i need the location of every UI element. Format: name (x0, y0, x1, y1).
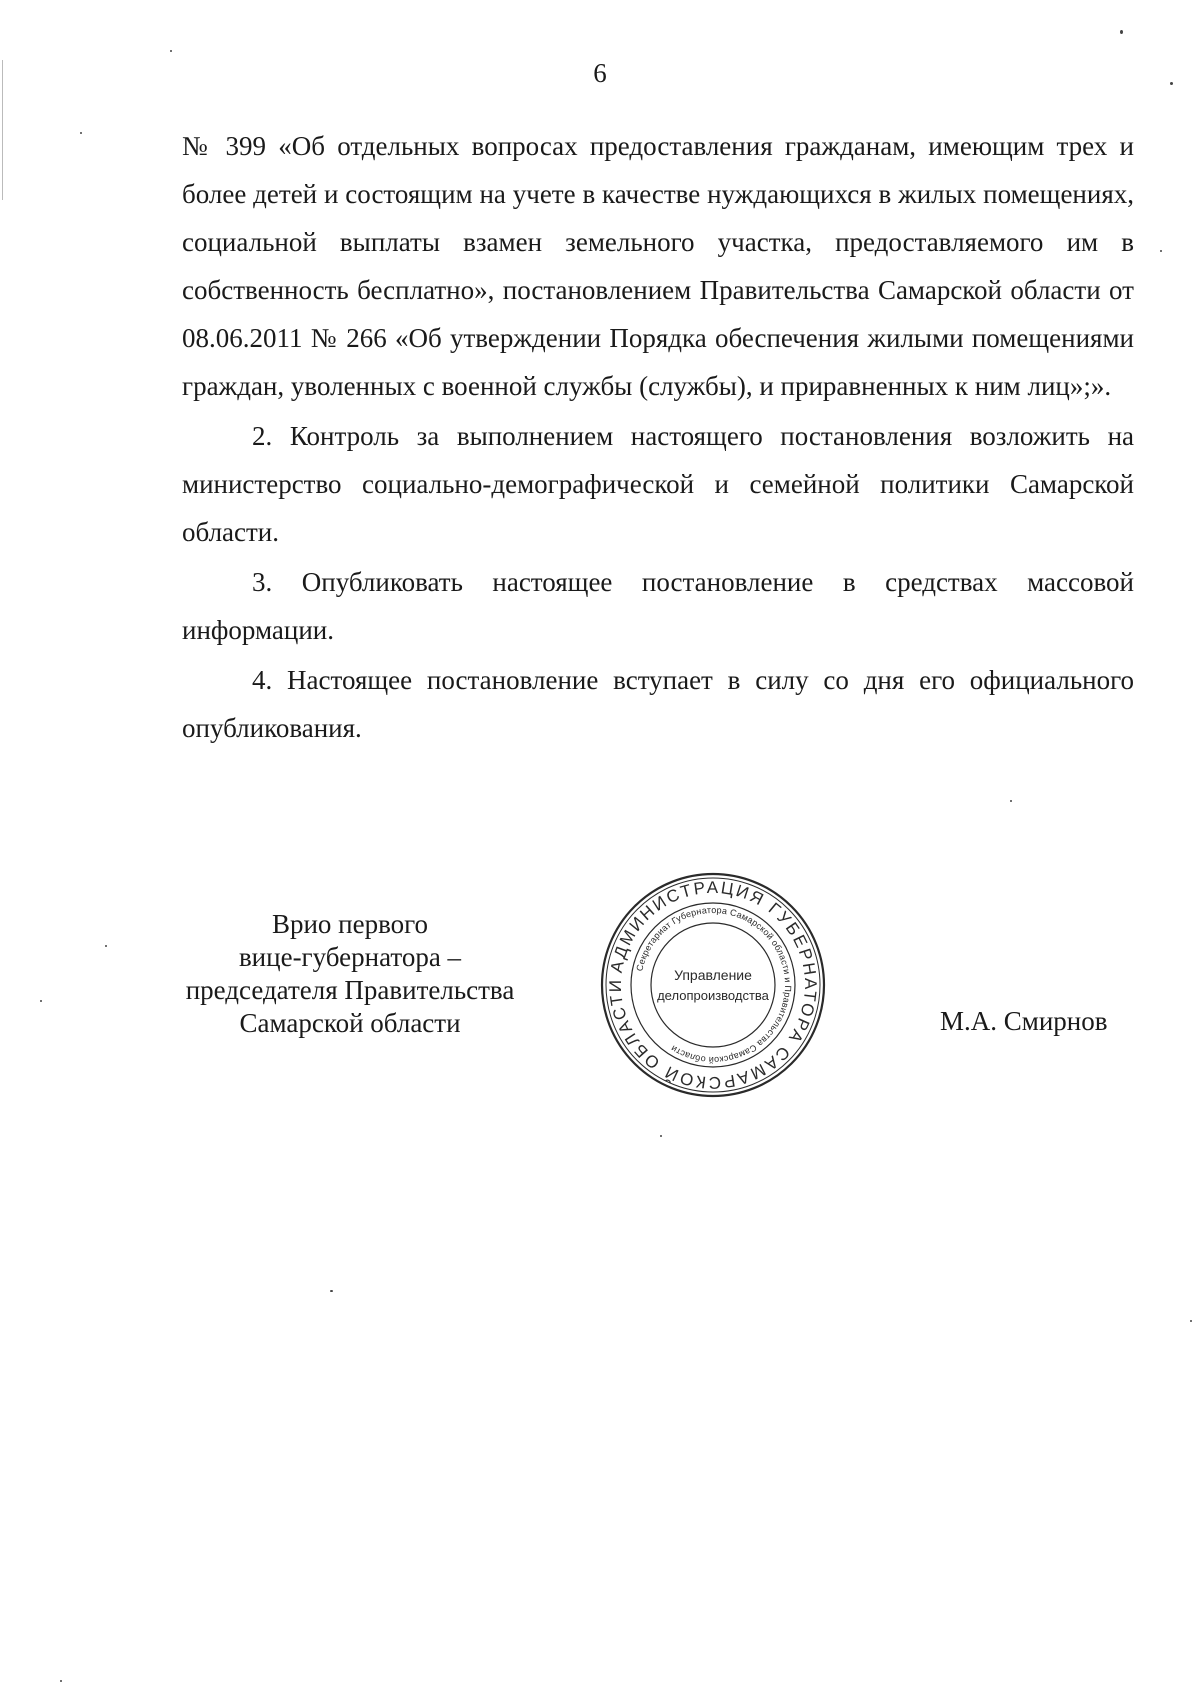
scan-speck (1190, 1320, 1192, 1322)
stamp-center-line-2: делопроизводства (657, 988, 769, 1003)
scan-speck (170, 50, 172, 52)
scan-speck (80, 132, 82, 134)
scan-speck (40, 1000, 42, 1002)
scan-speck (1160, 250, 1162, 252)
document-body (182, 122, 1134, 752)
scan-speck (1170, 82, 1173, 85)
scan-speck (105, 945, 107, 947)
signatory-title (170, 908, 530, 1040)
svg-text:Секретариат Губернатора Самарс (634, 905, 793, 1065)
stamp-center-line-1: Управление (674, 967, 752, 983)
paragraph-publish: 3. Опубликовать настоящее постановление в средствах массовой информации. (182, 567, 1134, 645)
scan-speck (1120, 30, 1123, 34)
paragraph-continuation: № 399 «Об отдельных вопросах предоставления гражданам, имеющим трех и более детей и состоящим на учете в качестве нуждающихся в жилых помещениях, социальной выплаты взамен земельного участка, предоставляемого им в собственность бесплатно», постановлением Правительства Самарской области от 08.06.2011 № 266 «Об утверждении Порядка обеспечения жилыми помещениями граждан, уволенных с военной службы (службы), и приравненных к ним лиц»;». (182, 131, 1134, 401)
signatory-title-line: Самарской области (239, 1008, 461, 1038)
stamp-inner-text: Секретариат Губернатора Самарской области и Правительства Самарской области (634, 904, 794, 1066)
scan-speck (330, 1290, 333, 1292)
paragraph-effective-date: 4. Настоящее постановление вступает в силу со дня его официального опубликования. (182, 665, 1134, 743)
paragraph-control: 2. Контроль за выполнением настоящего постановления возложить на министерство социально-демографической и семейной политики Самарской области. (182, 421, 1134, 547)
page-number: 6 (593, 58, 607, 88)
signatory-title-line: председателя Правительства (185, 975, 515, 1005)
signatory-name: М.А. Смирнов (940, 1006, 1108, 1036)
signatory-title-line: вице-губернатора – (238, 942, 462, 972)
scan-speck (1010, 800, 1012, 802)
scan-speck (660, 1135, 662, 1137)
stamp-inner-ring (651, 923, 775, 1047)
scan-speck (60, 1680, 62, 1682)
stamp-outer-text: АДМИНИСТРАЦИЯ ГУБЕРНАТОРА САМАРСКОЙ ОБЛАСТИ (605, 877, 821, 1093)
signatory-title-line: Врио первого (271, 909, 429, 939)
stamp-middle-ring (631, 903, 795, 1067)
official-seal-stamp (598, 870, 828, 1100)
